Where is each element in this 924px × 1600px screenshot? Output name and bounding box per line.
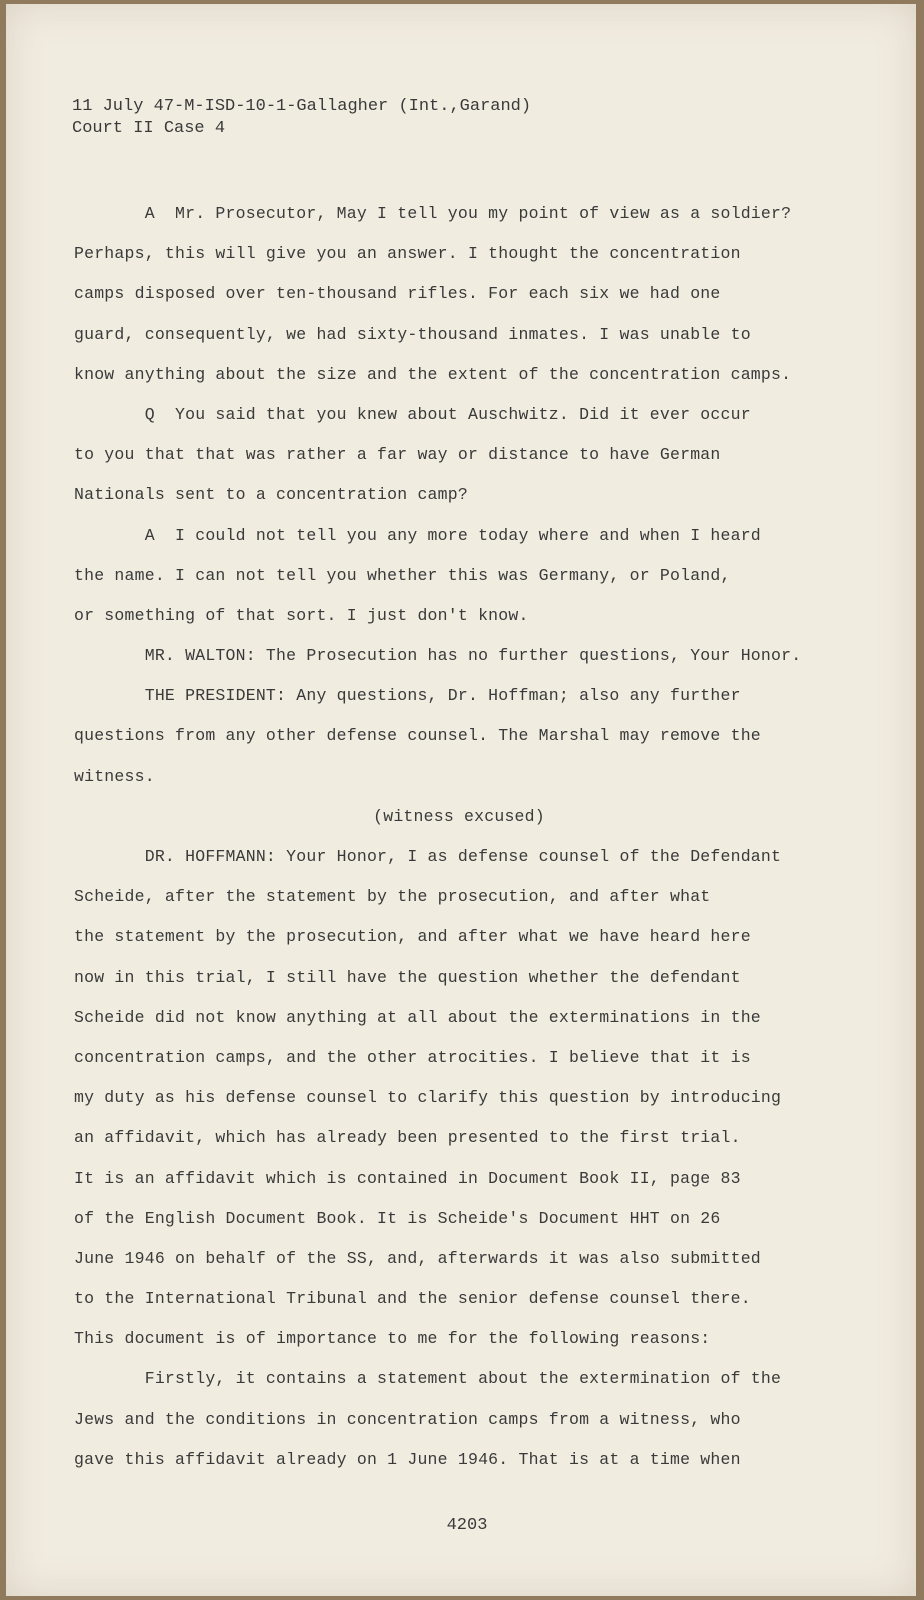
document-page — [6, 4, 916, 1596]
text-line: of the English Document Book. It is Scheide's Document HHT on 26 — [74, 1208, 721, 1228]
text-line: guard, consequently, we had sixty-thousand inmates. I was unable to — [74, 324, 751, 344]
text-line: the statement by the prosecution, and after what we have heard here — [74, 927, 751, 947]
text-line: Scheide did not know anything at all about the exterminations in the — [74, 1007, 761, 1027]
transcript-body — [74, 194, 814, 1480]
text-line: Nationals sent to a concentration camp? — [74, 485, 468, 505]
text-line: Scheide, after the statement by the prosecution, and after what — [74, 887, 711, 907]
text-line: know anything about the size and the extent of the concentration camps. — [74, 364, 792, 384]
text-line: It is an affidavit which is contained in Document Book II, page 83 — [74, 1168, 741, 1188]
header — [72, 96, 531, 140]
text-line: Firstly, it contains a statement about the extermination of the — [74, 1369, 782, 1389]
text-line: an affidavit, which has already been presented to the first trial. — [74, 1128, 741, 1148]
text-line: A I could not tell you any more today where and when I heard — [74, 525, 761, 545]
text-line: This document is of importance to me for the following reasons: — [74, 1329, 711, 1349]
text-line: camps disposed over ten-thousand rifles. For each six we had one — [74, 284, 721, 304]
text-line: gave this affidavit already on 1 June 1946. That is at a time when — [74, 1449, 741, 1469]
text-line: DR. HOFFMANN: Your Honor, I as defense counsel of the Defendant — [74, 847, 782, 866]
text-line: THE PRESIDENT: Any questions, Dr. Hoffman; also any further — [74, 686, 741, 706]
text-line: MR. WALTON: The Prosecution has no further questions, Your Honor. — [74, 646, 802, 666]
text-line: A Mr. Prosecutor, May I tell you my point of view as a soldier? — [74, 204, 792, 223]
text-line: June 1946 on behalf of the SS, and, afterwards it was also submitted — [74, 1248, 761, 1268]
text-line: concentration camps, and the other atrocities. I believe that it is — [74, 1047, 751, 1067]
text-line: my duty as his defense counsel to clarify this question by introducing — [74, 1088, 782, 1108]
text-line: witness. — [74, 766, 155, 786]
text-line: questions from any other defense counsel. The Marshal may remove the — [74, 726, 761, 746]
text-line: Jews and the conditions in concentration camps from a witness, who — [74, 1409, 741, 1429]
text-line: Perhaps, this will give you an answer. I thought the concentration — [74, 244, 741, 264]
text-line: or something of that sort. I just don't know. — [74, 605, 529, 625]
text-line: the name. I can not tell you whether this was Germany, or Poland, — [74, 565, 731, 585]
header-line-2: Court II Case 4 — [72, 119, 226, 138]
text-line: Q You said that you knew about Auschwitz. Did it ever occur — [74, 404, 751, 424]
text-line: now in this trial, I still have the question whether the defendant — [74, 967, 741, 987]
text-line: to you that that was rather a far way or distance to have German — [74, 445, 721, 465]
header-line-1: 11 July 47-M-ISD-10-1-Gallagher (Int.,Garand) — [72, 97, 532, 116]
text-line: to the International Tribunal and the senior defense counsel there. — [74, 1289, 751, 1309]
page-number: 4203 — [446, 1516, 488, 1535]
witness-excused-note: (witness excused) — [373, 806, 545, 826]
